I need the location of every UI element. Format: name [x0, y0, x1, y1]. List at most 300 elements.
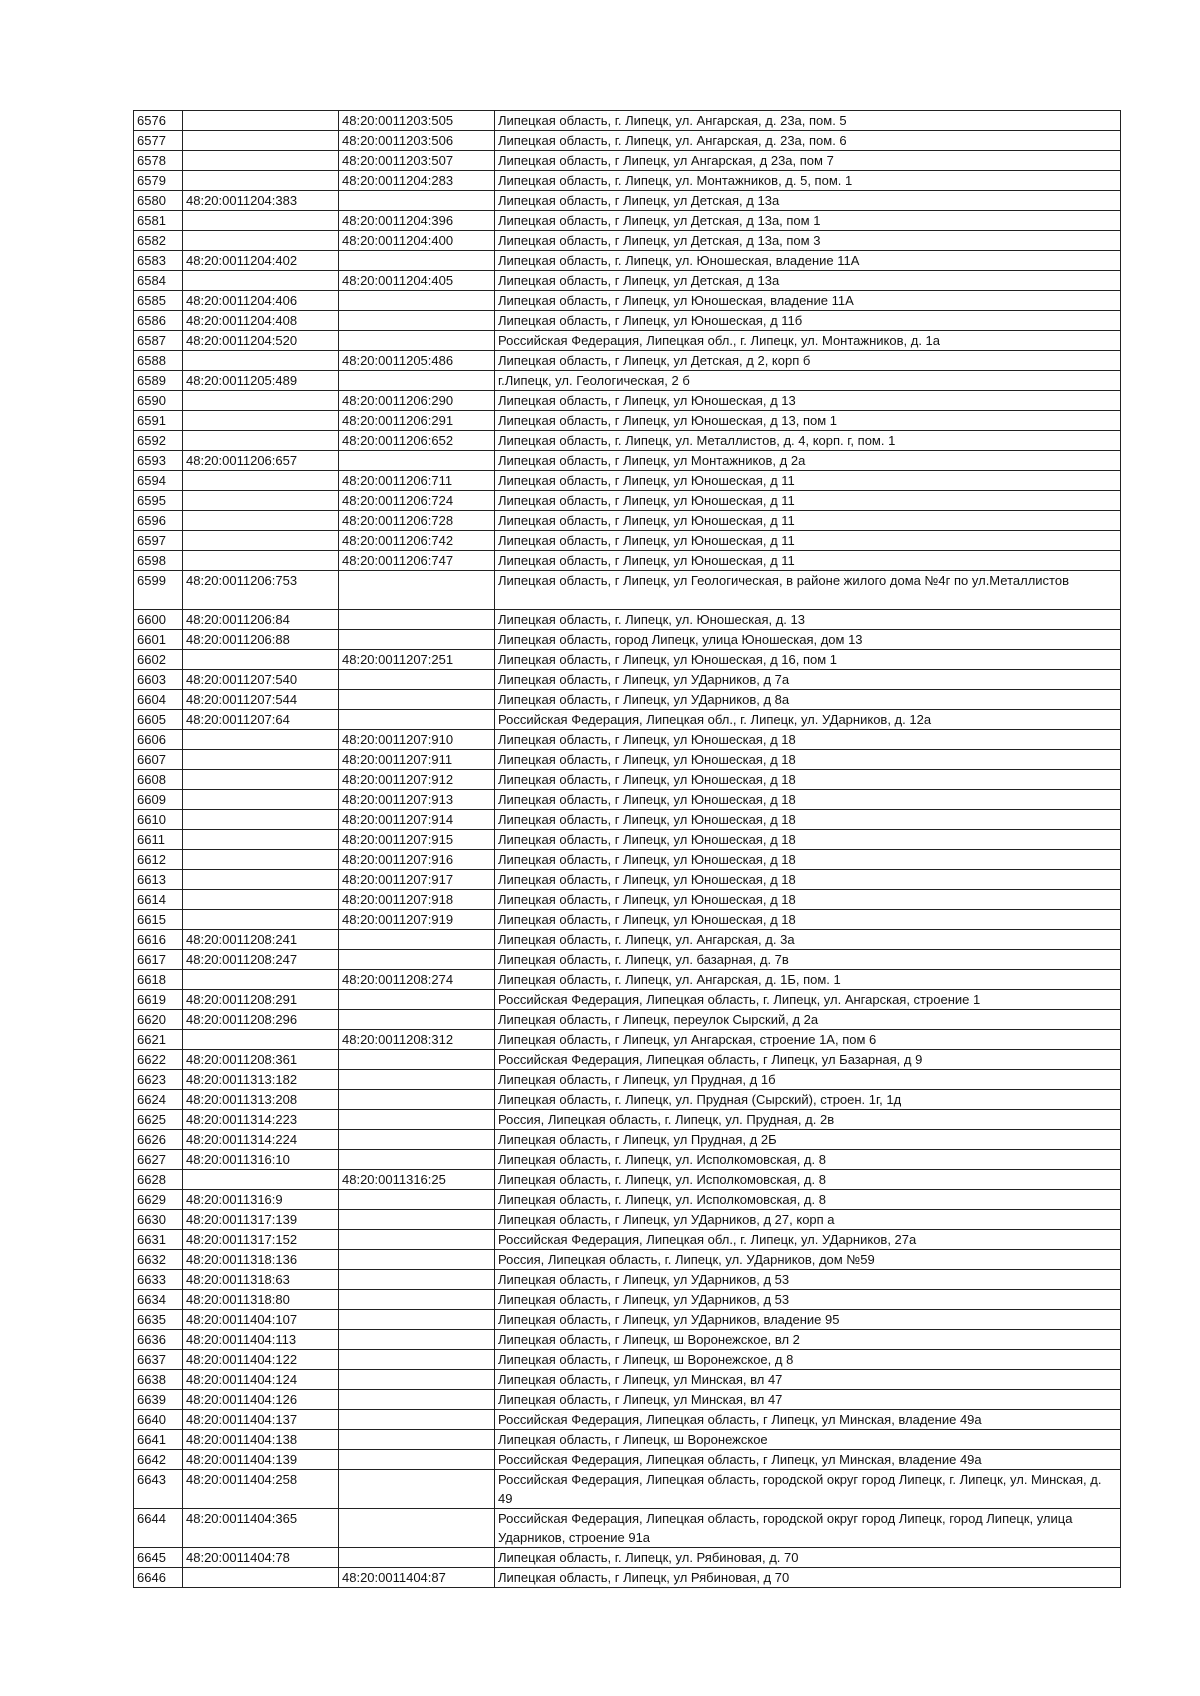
building-cadastral-cell — [339, 990, 495, 1010]
table-row — [134, 391, 1121, 411]
building-cadastral-cell — [339, 311, 495, 331]
row-number-cell: 6608 — [134, 770, 183, 790]
building-cadastral-cell: 48:20:0011204:400 — [339, 231, 495, 251]
land-cadastral-cell — [183, 531, 339, 551]
building-cadastral-cell — [339, 251, 495, 271]
table-row — [134, 810, 1121, 830]
building-cadastral-cell — [339, 930, 495, 950]
table-row — [134, 291, 1121, 311]
row-number-cell: 6592 — [134, 431, 183, 451]
row-number-cell: 6580 — [134, 191, 183, 211]
row-number-cell: 6581 — [134, 211, 183, 231]
table-row — [134, 431, 1121, 451]
building-cadastral-cell — [339, 710, 495, 730]
address-cell: Липецкая область, г Липецк, ул Детская, д 13а, пом 3 — [495, 231, 1121, 251]
row-number-cell: 6611 — [134, 830, 183, 850]
building-cadastral-cell: 48:20:0011404:87 — [339, 1568, 495, 1588]
table-row — [134, 710, 1121, 730]
building-cadastral-cell: 48:20:0011206:290 — [339, 391, 495, 411]
registry-table-body — [134, 111, 1121, 1588]
building-cadastral-cell: 48:20:0011206:711 — [339, 471, 495, 491]
row-number-cell: 6591 — [134, 411, 183, 431]
row-number-cell: 6606 — [134, 730, 183, 750]
building-cadastral-cell: 48:20:0011208:312 — [339, 1030, 495, 1050]
building-cadastral-cell — [339, 1010, 495, 1030]
row-number-cell: 6634 — [134, 1290, 183, 1310]
address-cell: Липецкая область, г Липецк, ул Ангарская, строение 1А, пом 6 — [495, 1030, 1121, 1050]
row-number-cell: 6631 — [134, 1230, 183, 1250]
building-cadastral-cell: 48:20:0011207:911 — [339, 750, 495, 770]
row-number-cell: 6628 — [134, 1170, 183, 1190]
land-cadastral-cell: 48:20:0011404:138 — [183, 1430, 339, 1450]
building-cadastral-cell: 48:20:0011206:652 — [339, 431, 495, 451]
building-cadastral-cell — [339, 690, 495, 710]
table-row — [134, 690, 1121, 710]
row-number-cell: 6579 — [134, 171, 183, 191]
building-cadastral-cell — [339, 630, 495, 650]
table-row — [134, 1290, 1121, 1310]
land-cadastral-cell: 48:20:0011208:291 — [183, 990, 339, 1010]
row-number-cell: 6620 — [134, 1010, 183, 1030]
address-cell: Липецкая область, г Липецк, ул Юношеская, д 18 — [495, 810, 1121, 830]
building-cadastral-cell: 48:20:0011207:914 — [339, 810, 495, 830]
land-cadastral-cell: 48:20:0011208:241 — [183, 930, 339, 950]
address-cell: Липецкая область, г Липецк, ул УДарников, д 27, корп а — [495, 1210, 1121, 1230]
address-cell: Липецкая область, г Липецк, ул УДарников, д 8а — [495, 690, 1121, 710]
address-cell: Россия, Липецкая область, г. Липецк, ул. УДарников, дом №59 — [495, 1250, 1121, 1270]
table-row — [134, 1330, 1121, 1350]
land-cadastral-cell: 48:20:0011207:64 — [183, 710, 339, 730]
row-number-cell: 6600 — [134, 610, 183, 630]
address-cell: Липецкая область, г Липецк, ул Юношеская, д 11б — [495, 311, 1121, 331]
address-cell: Липецкая область, г Липецк, ул Геологическая, в районе жилого дома №4г по ул.Металлистов — [495, 571, 1121, 610]
building-cadastral-cell: 48:20:0011316:25 — [339, 1170, 495, 1190]
building-cadastral-cell — [339, 451, 495, 471]
land-cadastral-cell — [183, 491, 339, 511]
land-cadastral-cell: 48:20:0011204:402 — [183, 251, 339, 271]
building-cadastral-cell — [339, 1090, 495, 1110]
row-number-cell: 6639 — [134, 1390, 183, 1410]
address-cell: Липецкая область, г Липецк, ул Юношеская, д 11 — [495, 471, 1121, 491]
row-number-cell: 6597 — [134, 531, 183, 551]
row-number-cell: 6643 — [134, 1470, 183, 1509]
row-number-cell: 6636 — [134, 1330, 183, 1350]
table-row — [134, 1190, 1121, 1210]
building-cadastral-cell: 48:20:0011204:283 — [339, 171, 495, 191]
address-cell: Липецкая область, г Липецк, ул Детская, д 13а, пом 1 — [495, 211, 1121, 231]
building-cadastral-cell — [339, 571, 495, 610]
row-number-cell: 6577 — [134, 131, 183, 151]
row-number-cell: 6644 — [134, 1509, 183, 1548]
building-cadastral-cell: 48:20:0011207:919 — [339, 910, 495, 930]
table-row — [134, 191, 1121, 211]
building-cadastral-cell — [339, 1430, 495, 1450]
building-cadastral-cell: 48:20:0011207:910 — [339, 730, 495, 750]
row-number-cell: 6629 — [134, 1190, 183, 1210]
row-number-cell: 6603 — [134, 670, 183, 690]
table-row — [134, 451, 1121, 471]
table-row — [134, 650, 1121, 670]
building-cadastral-cell — [339, 610, 495, 630]
row-number-cell: 6583 — [134, 251, 183, 271]
land-cadastral-cell — [183, 1030, 339, 1050]
address-cell: Липецкая область, г. Липецк, ул. Ангарская, д. 3а — [495, 930, 1121, 950]
land-cadastral-cell: 48:20:0011208:296 — [183, 1010, 339, 1030]
building-cadastral-cell: 48:20:0011204:405 — [339, 271, 495, 291]
address-cell: Липецкая область, г Липецк, ул Юношеская, д 18 — [495, 770, 1121, 790]
building-cadastral-cell: 48:20:0011207:915 — [339, 830, 495, 850]
building-cadastral-cell — [339, 1350, 495, 1370]
table-row — [134, 910, 1121, 930]
land-cadastral-cell: 48:20:0011204:520 — [183, 331, 339, 351]
building-cadastral-cell — [339, 950, 495, 970]
building-cadastral-cell — [339, 1130, 495, 1150]
land-cadastral-cell — [183, 810, 339, 830]
row-number-cell: 6578 — [134, 151, 183, 171]
land-cadastral-cell — [183, 431, 339, 451]
row-number-cell: 6584 — [134, 271, 183, 291]
address-cell: Липецкая область, г Липецк, ул Юношеская, д 11 — [495, 491, 1121, 511]
table-row — [134, 411, 1121, 431]
building-cadastral-cell — [339, 1450, 495, 1470]
table-row — [134, 311, 1121, 331]
land-cadastral-cell — [183, 650, 339, 670]
land-cadastral-cell: 48:20:0011316:9 — [183, 1190, 339, 1210]
address-cell: Липецкая область, г Липецк, ул Юношеская, д 11 — [495, 511, 1121, 531]
table-row — [134, 1410, 1121, 1430]
land-cadastral-cell: 48:20:0011404:113 — [183, 1330, 339, 1350]
address-cell: Липецкая область, г Липецк, ул Рябиновая, д 70 — [495, 1568, 1121, 1588]
land-cadastral-cell: 48:20:0011404:137 — [183, 1410, 339, 1430]
address-cell: Липецкая область, г. Липецк, ул. базарная, д. 7в — [495, 950, 1121, 970]
address-cell: г.Липецк, ул. Геологическая, 2 б — [495, 371, 1121, 391]
address-cell: Липецкая область, г Липецк, ул Детская, д 2, корп б — [495, 351, 1121, 371]
address-cell: Липецкая область, г Липецк, ул Юношеская, д 11 — [495, 551, 1121, 571]
land-cadastral-cell — [183, 730, 339, 750]
address-cell: Российская Федерация, Липецкая обл., г. Липецк, ул. Монтажников, д. 1а — [495, 331, 1121, 351]
row-number-cell: 6594 — [134, 471, 183, 491]
building-cadastral-cell — [339, 371, 495, 391]
land-cadastral-cell: 48:20:0011207:540 — [183, 670, 339, 690]
land-cadastral-cell: 48:20:0011204:408 — [183, 311, 339, 331]
row-number-cell: 6621 — [134, 1030, 183, 1050]
address-cell: Российская Федерация, Липецкая область, г Липецк, ул Минская, владение 49а — [495, 1450, 1121, 1470]
table-row — [134, 1230, 1121, 1250]
row-number-cell: 6625 — [134, 1110, 183, 1130]
land-cadastral-cell — [183, 830, 339, 850]
land-cadastral-cell — [183, 551, 339, 571]
land-cadastral-cell — [183, 131, 339, 151]
row-number-cell: 6588 — [134, 351, 183, 371]
address-cell: Липецкая область, г Липецк, ш Воронежское — [495, 1430, 1121, 1450]
row-number-cell: 6614 — [134, 890, 183, 910]
building-cadastral-cell — [339, 331, 495, 351]
table-row — [134, 610, 1121, 630]
row-number-cell: 6637 — [134, 1350, 183, 1370]
row-number-cell: 6635 — [134, 1310, 183, 1330]
table-row — [134, 630, 1121, 650]
address-cell: Липецкая область, г. Липецк, ул. Прудная (Сырский), строен. 1г, 1д — [495, 1090, 1121, 1110]
row-number-cell: 6630 — [134, 1210, 183, 1230]
table-row — [134, 1450, 1121, 1470]
building-cadastral-cell — [339, 1210, 495, 1230]
land-cadastral-cell — [183, 351, 339, 371]
building-cadastral-cell: 48:20:0011207:913 — [339, 790, 495, 810]
table-row — [134, 491, 1121, 511]
table-row — [134, 531, 1121, 551]
table-row — [134, 990, 1121, 1010]
table-row — [134, 1090, 1121, 1110]
land-cadastral-cell — [183, 151, 339, 171]
address-cell: Липецкая область, г Липецк, ул УДарников, владение 95 — [495, 1310, 1121, 1330]
row-number-cell: 6641 — [134, 1430, 183, 1450]
land-cadastral-cell — [183, 271, 339, 291]
land-cadastral-cell — [183, 970, 339, 990]
table-row — [134, 950, 1121, 970]
address-cell: Липецкая область, г Липецк, ул Детская, д 13а — [495, 271, 1121, 291]
building-cadastral-cell: 48:20:0011203:506 — [339, 131, 495, 151]
row-number-cell: 6601 — [134, 630, 183, 650]
address-cell: Липецкая область, г Липецк, ул УДарников, д 7а — [495, 670, 1121, 690]
address-cell: Липецкая область, г Липецк, ул Детская, д 13а — [495, 191, 1121, 211]
table-row — [134, 511, 1121, 531]
table-row — [134, 271, 1121, 291]
land-cadastral-cell: 48:20:0011317:152 — [183, 1230, 339, 1250]
building-cadastral-cell — [339, 1310, 495, 1330]
building-cadastral-cell — [339, 1250, 495, 1270]
land-cadastral-cell: 48:20:0011314:224 — [183, 1130, 339, 1150]
address-cell: Липецкая область, г. Липецк, ул. Исполкомовская, д. 8 — [495, 1170, 1121, 1190]
address-cell: Российская Федерация, Липецкая область, г Липецк, ул Минская, владение 49а — [495, 1410, 1121, 1430]
table-row — [134, 890, 1121, 910]
row-number-cell: 6646 — [134, 1568, 183, 1588]
table-row — [134, 1110, 1121, 1130]
building-cadastral-cell — [339, 1390, 495, 1410]
land-cadastral-cell — [183, 1170, 339, 1190]
table-row — [134, 571, 1121, 610]
table-row — [134, 1470, 1121, 1509]
land-cadastral-cell: 48:20:0011207:544 — [183, 690, 339, 710]
building-cadastral-cell: 48:20:0011203:507 — [339, 151, 495, 171]
address-cell: Липецкая область, г Липецк, ул Минская, вл 47 — [495, 1390, 1121, 1410]
building-cadastral-cell: 48:20:0011206:747 — [339, 551, 495, 571]
address-cell: Липецкая область, г Липецк, ул Прудная, д 1б — [495, 1070, 1121, 1090]
row-number-cell: 6612 — [134, 850, 183, 870]
land-cadastral-cell: 48:20:0011318:136 — [183, 1250, 339, 1270]
land-cadastral-cell — [183, 211, 339, 231]
row-number-cell: 6626 — [134, 1130, 183, 1150]
address-cell: Липецкая область, г. Липецк, ул. Ангарская, д. 23а, пом. 6 — [495, 131, 1121, 151]
building-cadastral-cell — [339, 1548, 495, 1568]
table-row — [134, 1350, 1121, 1370]
row-number-cell: 6607 — [134, 750, 183, 770]
address-cell: Российская Федерация, Липецкая обл., г. Липецк, ул. УДарников, 27а — [495, 1230, 1121, 1250]
row-number-cell: 6599 — [134, 571, 183, 610]
address-cell: Российская Федерация, Липецкая область, г Липецк, ул Базарная, д 9 — [495, 1050, 1121, 1070]
land-cadastral-cell: 48:20:0011208:361 — [183, 1050, 339, 1070]
building-cadastral-cell — [339, 191, 495, 211]
building-cadastral-cell: 48:20:0011204:396 — [339, 211, 495, 231]
row-number-cell: 6624 — [134, 1090, 183, 1110]
table-row — [134, 730, 1121, 750]
land-cadastral-cell: 48:20:0011206:84 — [183, 610, 339, 630]
registry-table — [133, 110, 1121, 1588]
table-row — [134, 471, 1121, 491]
address-cell: Липецкая область, г Липецк, ш Воронежское, д 8 — [495, 1350, 1121, 1370]
row-number-cell: 6593 — [134, 451, 183, 471]
table-row — [134, 1509, 1121, 1548]
row-number-cell: 6590 — [134, 391, 183, 411]
table-row — [134, 231, 1121, 251]
table-row — [134, 151, 1121, 171]
row-number-cell: 6609 — [134, 790, 183, 810]
address-cell: Российская Федерация, Липецкая область, городской округ город Липецк, г. Липецк, ул. Минская, д. 49 — [495, 1470, 1121, 1509]
address-cell: Липецкая область, г Липецк, ул Минская, вл 47 — [495, 1370, 1121, 1390]
row-number-cell: 6617 — [134, 950, 183, 970]
building-cadastral-cell — [339, 1290, 495, 1310]
table-row — [134, 850, 1121, 870]
land-cadastral-cell — [183, 770, 339, 790]
address-cell: Липецкая область, г. Липецк, ул. Ангарская, д. 1Б, пом. 1 — [495, 970, 1121, 990]
table-row — [134, 1568, 1121, 1588]
table-row — [134, 750, 1121, 770]
land-cadastral-cell — [183, 171, 339, 191]
address-cell: Липецкая область, г Липецк, ул Прудная, д 2Б — [495, 1130, 1121, 1150]
land-cadastral-cell: 48:20:0011314:223 — [183, 1110, 339, 1130]
building-cadastral-cell — [339, 1150, 495, 1170]
row-number-cell: 6642 — [134, 1450, 183, 1470]
address-cell: Липецкая область, г Липецк, ул Юношеская, д 18 — [495, 850, 1121, 870]
address-cell: Липецкая область, г Липецк, ул Юношеская, д 16, пом 1 — [495, 650, 1121, 670]
address-cell: Российская Федерация, Липецкая область, городской округ город Липецк, город Липецк, улица Ударников, строение 91а — [495, 1509, 1121, 1548]
building-cadastral-cell — [339, 1470, 495, 1509]
address-cell: Российская Федерация, Липецкая область, г. Липецк, ул. Ангарская, строение 1 — [495, 990, 1121, 1010]
row-number-cell: 6596 — [134, 511, 183, 531]
address-cell: Липецкая область, г Липецк, ул Юношеская, д 18 — [495, 730, 1121, 750]
building-cadastral-cell — [339, 1070, 495, 1090]
address-cell: Липецкая область, г. Липецк, ул. Монтажников, д. 5, пом. 1 — [495, 171, 1121, 191]
table-row — [134, 1270, 1121, 1290]
building-cadastral-cell — [339, 1370, 495, 1390]
address-cell: Липецкая область, г Липецк, ул Юношеская, д 13, пом 1 — [495, 411, 1121, 431]
land-cadastral-cell: 48:20:0011404:124 — [183, 1370, 339, 1390]
address-cell: Липецкая область, город Липецк, улица Юношеская, дом 13 — [495, 630, 1121, 650]
row-number-cell: 6645 — [134, 1548, 183, 1568]
row-number-cell: 6640 — [134, 1410, 183, 1430]
land-cadastral-cell — [183, 850, 339, 870]
land-cadastral-cell: 48:20:0011206:88 — [183, 630, 339, 650]
row-number-cell: 6598 — [134, 551, 183, 571]
address-cell: Липецкая область, г Липецк, ул Юношеская, д 18 — [495, 750, 1121, 770]
building-cadastral-cell: 48:20:0011207:917 — [339, 870, 495, 890]
building-cadastral-cell: 48:20:0011206:724 — [339, 491, 495, 511]
table-row — [134, 870, 1121, 890]
land-cadastral-cell: 48:20:0011404:122 — [183, 1350, 339, 1370]
row-number-cell: 6587 — [134, 331, 183, 351]
table-row — [134, 1310, 1121, 1330]
land-cadastral-cell: 48:20:0011404:78 — [183, 1548, 339, 1568]
table-row — [134, 1150, 1121, 1170]
table-row — [134, 1050, 1121, 1070]
land-cadastral-cell: 48:20:0011317:139 — [183, 1210, 339, 1230]
land-cadastral-cell: 48:20:0011204:383 — [183, 191, 339, 211]
table-row — [134, 371, 1121, 391]
table-row — [134, 930, 1121, 950]
address-cell: Липецкая область, г. Липецк, ул. Рябиновая, д. 70 — [495, 1548, 1121, 1568]
row-number-cell: 6604 — [134, 690, 183, 710]
land-cadastral-cell — [183, 511, 339, 531]
address-cell: Липецкая область, г. Липецк, ул. Юношеская, владение 11А — [495, 251, 1121, 271]
building-cadastral-cell: 48:20:0011207:916 — [339, 850, 495, 870]
building-cadastral-cell: 48:20:0011207:912 — [339, 770, 495, 790]
building-cadastral-cell — [339, 1050, 495, 1070]
address-cell: Российская Федерация, Липецкая обл., г. Липецк, ул. УДарников, д. 12а — [495, 710, 1121, 730]
land-cadastral-cell — [183, 1568, 339, 1588]
land-cadastral-cell: 48:20:0011205:489 — [183, 371, 339, 391]
building-cadastral-cell: 48:20:0011206:728 — [339, 511, 495, 531]
table-row — [134, 1130, 1121, 1150]
address-cell: Липецкая область, г. Липецк, ул. Металлистов, д. 4, корп. г, пом. 1 — [495, 431, 1121, 451]
address-cell: Липецкая область, г Липецк, ул Юношеская, д 18 — [495, 870, 1121, 890]
address-cell: Липецкая область, г. Липецк, ул. Исполкомовская, д. 8 — [495, 1150, 1121, 1170]
row-number-cell: 6615 — [134, 910, 183, 930]
table-row — [134, 331, 1121, 351]
row-number-cell: 6586 — [134, 311, 183, 331]
land-cadastral-cell — [183, 411, 339, 431]
table-row — [134, 1390, 1121, 1410]
land-cadastral-cell: 48:20:0011404:126 — [183, 1390, 339, 1410]
row-number-cell: 6638 — [134, 1370, 183, 1390]
land-cadastral-cell — [183, 111, 339, 131]
building-cadastral-cell: 48:20:0011207:251 — [339, 650, 495, 670]
address-cell: Липецкая область, г Липецк, ул Юношеская, владение 11А — [495, 291, 1121, 311]
address-cell: Липецкая область, г Липецк, ул УДарников, д 53 — [495, 1270, 1121, 1290]
address-cell: Липецкая область, г Липецк, ул Юношеская, д 18 — [495, 790, 1121, 810]
table-row — [134, 1070, 1121, 1090]
address-cell: Россия, Липецкая область, г. Липецк, ул. Прудная, д. 2в — [495, 1110, 1121, 1130]
row-number-cell: 6576 — [134, 111, 183, 131]
address-cell: Липецкая область, г. Липецк, ул. Исполкомовская, д. 8 — [495, 1190, 1121, 1210]
row-number-cell: 6589 — [134, 371, 183, 391]
table-row — [134, 111, 1121, 131]
address-cell: Липецкая область, г Липецк, ул Ангарская, д 23а, пом 7 — [495, 151, 1121, 171]
land-cadastral-cell — [183, 910, 339, 930]
land-cadastral-cell: 48:20:0011404:107 — [183, 1310, 339, 1330]
address-cell: Липецкая область, г Липецк, ул Юношеская, д 18 — [495, 830, 1121, 850]
row-number-cell: 6623 — [134, 1070, 183, 1090]
building-cadastral-cell: 48:20:0011203:505 — [339, 111, 495, 131]
row-number-cell: 6618 — [134, 970, 183, 990]
land-cadastral-cell: 48:20:0011313:208 — [183, 1090, 339, 1110]
land-cadastral-cell: 48:20:0011318:63 — [183, 1270, 339, 1290]
row-number-cell: 6632 — [134, 1250, 183, 1270]
land-cadastral-cell: 48:20:0011316:10 — [183, 1150, 339, 1170]
building-cadastral-cell — [339, 1190, 495, 1210]
address-cell: Липецкая область, г Липецк, ул УДарников, д 53 — [495, 1290, 1121, 1310]
row-number-cell: 6633 — [134, 1270, 183, 1290]
building-cadastral-cell: 48:20:0011206:291 — [339, 411, 495, 431]
land-cadastral-cell: 48:20:0011206:753 — [183, 571, 339, 610]
building-cadastral-cell — [339, 1410, 495, 1430]
building-cadastral-cell: 48:20:0011207:918 — [339, 890, 495, 910]
table-row — [134, 970, 1121, 990]
table-row — [134, 211, 1121, 231]
land-cadastral-cell: 48:20:0011404:139 — [183, 1450, 339, 1470]
table-row — [134, 1010, 1121, 1030]
building-cadastral-cell — [339, 1270, 495, 1290]
table-row — [134, 1030, 1121, 1050]
row-number-cell: 6619 — [134, 990, 183, 1010]
